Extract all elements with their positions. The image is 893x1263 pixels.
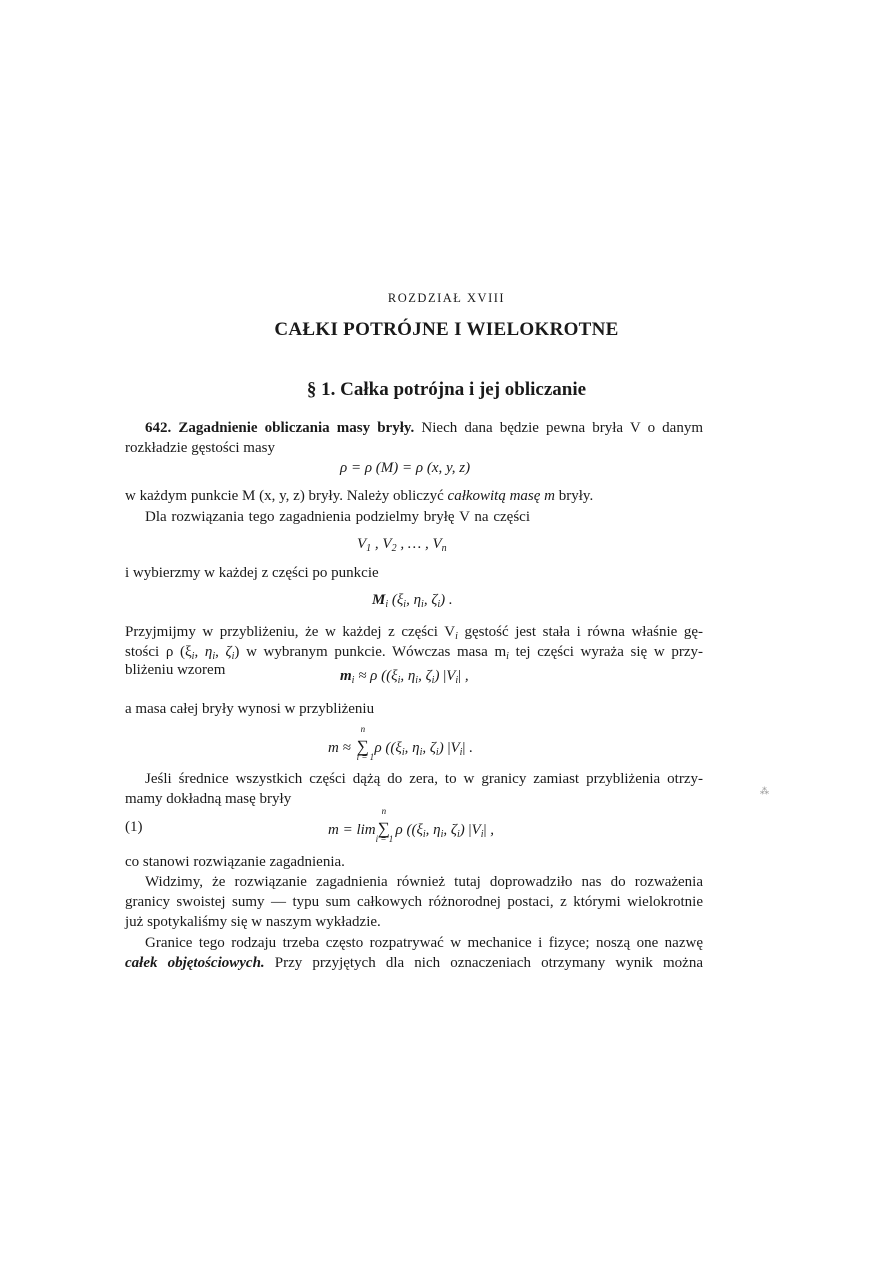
equation-point: $M_i$ ($\xi_i$, $\eta_i$, $\zeta_i$) . (372, 592, 453, 610)
equation-mi: $m_i \approx \rho$ (($\xi_i$, $\eta_i$, $\zeta_i$) $|V_i|$ , (340, 668, 469, 686)
equation-density: ρ = ρ (M) = ρ (x, y, z) (340, 460, 471, 476)
equation-sum-approx: m ≈ ∑ n i = 1 ρ (($\xi_i$, $\eta_i$, $\zeta_i$) $|V_i|$ . (328, 724, 473, 762)
paragraph-line: Widzimy, że rozwiązanie zagadnienia również tutaj doprowadziło nas do rozważenia (145, 874, 703, 890)
paragraph-line: mamy dokładną masę bryły (125, 791, 292, 807)
paragraph-line: a masa całej bryły wynosi w przybliżeniu (125, 701, 375, 717)
paragraph-line: już spotykaliśmy się w naszym wykładzie. (125, 914, 381, 930)
paragraph-line: całek objętościowych. Przy przyjętych dla nich oznaczeniach otrzymany wynik można (125, 955, 703, 971)
paragraph-line: bliżeniu wzorem (125, 662, 226, 678)
chapter-label: ROZDZIAŁ XVIII (387, 291, 506, 305)
paragraph-line: i wybierzmy w każdej z części po punkcie (125, 565, 379, 581)
paragraph-line: Dla rozwiązania tego zagadnienia podzielmy bryłę V na części (145, 509, 530, 525)
section-title: § 1. Całka potrójna i jej obliczanie (306, 379, 587, 400)
scan-smudge: ⁂ (760, 786, 769, 796)
paragraph-line: w każdym punkcie M (x, y, z) bryły. Należy obliczyć całkowitą masę m bryły. (125, 488, 594, 504)
equation-parts: $V_1$ , $V_2$ , … , $V_n$ (357, 536, 447, 554)
equation-limit: m = lim ∑ n i = 1 ρ (($\xi_i$, $\eta_i$, $\zeta_i$) $|V_i|$ , (328, 806, 494, 844)
paragraph-line: Jeśli średnice wszystkich części dążą do zera, to w granicy zamiast przybliżenia otrzy- (145, 771, 703, 787)
paragraph-line: rozkładzie gęstości masy (125, 440, 275, 456)
paragraph-line: co stanowi rozwiązanie zagadnienia. (125, 854, 345, 870)
paragraph-line: Przyjmijmy w przybliżeniu, że w każdej z części $V_i$ gęstość jest stała i równa właśnie gę- (125, 624, 704, 642)
paragraph-line: 642. Zagadnienie obliczania masy bryły. Niech dana będzie pewna bryła V o danym (145, 420, 704, 436)
chapter-title: CAŁKI POTRÓJNE I WIELOKROTNE (274, 319, 619, 340)
equation-number: (1) (125, 819, 143, 835)
paragraph-line: granicy swoistej sumy — typu sum całkowych różnorodnej postaci, z którymi wielokrotnie (125, 894, 703, 910)
paragraph-line: Granice tego rodzaju trzeba często rozpatrywać w mechanice i fizyce; noszą one nazwę (145, 935, 703, 951)
paragraph-line: stości ρ ($\xi_i$, $\eta_i$, $\zeta_i$) w wybranym punkcie. Wówczas masa $m_i$ tej części wyraża się w przy- (125, 644, 704, 662)
